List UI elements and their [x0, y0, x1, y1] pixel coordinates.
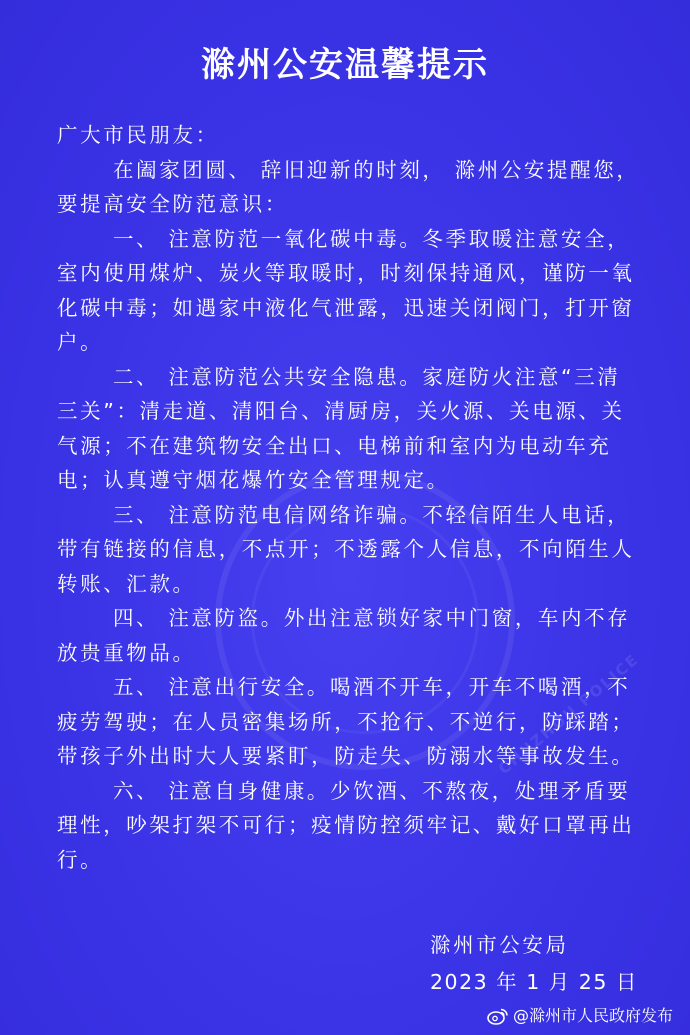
- intro-paragraph: 在阖家团圆、 辞旧迎新的时刻， 滁州公安提醒您，要提高安全防范意识：: [57, 157, 640, 216]
- signature-issuer: 滁州市公安局: [430, 933, 569, 957]
- item-co-poisoning: 一、 注意防范一氧化碳中毒。冬季取暖注意安全，室内使用煤炉、炭火等取暖时，时刻保持通风，谨防一氧化碳中毒；如遇家中液化气泄露，迅速关闭阀门，打开窗户。: [57, 226, 635, 354]
- item-travel-safety: 五、 注意出行安全。喝酒不开车，开车不喝酒，不疲劳驾驶；在人员密集场所，不抢行、不逆行，防踩踏；带孩子外出时大人要紧盯，防走失、防溺水等事故发生。: [57, 675, 635, 768]
- source-account-name[interactable]: @滁州市人民政府发布: [513, 1006, 674, 1025]
- greeting: 广大市民朋友：: [57, 123, 219, 147]
- item-public-safety: 二、 注意防范公共安全隐患。家庭防火注意“三清三关”：清走道、清阳台、清厨房，关火源、关电源、关气源；不在建筑物安全出口、电梯前和室内为电动车充电；认真遵守烟花爆竹安全管理规定。: [57, 364, 625, 492]
- source-credit[interactable]: [487, 1003, 673, 1029]
- weibo-icon: [487, 1007, 509, 1025]
- watermark-text: CHUZHOU POLICE: [494, 650, 643, 778]
- notice-title: 滁州公安温馨提示: [201, 45, 489, 85]
- item-telecom-fraud: 三、 注意防范电信网络诈骗。不轻信陌生人电话，带有链接的信息，不点开；不透露个人信息，不向陌生人转账、汇款。: [57, 502, 635, 596]
- notice-body: [57, 118, 640, 877]
- item-personal-health: 六、 注意自身健康。少饮酒、不熬夜，处理矛盾要理性，吵架打架不可行；疫情防控须牢记、戴好口罩再出行。: [57, 778, 635, 872]
- item-theft-prevention: 四、 注意防盗。外出注意锁好家中门窗，车内不存放贵重物品。: [57, 606, 631, 665]
- issue-date: 2023 年 1 月 25 日: [430, 970, 638, 994]
